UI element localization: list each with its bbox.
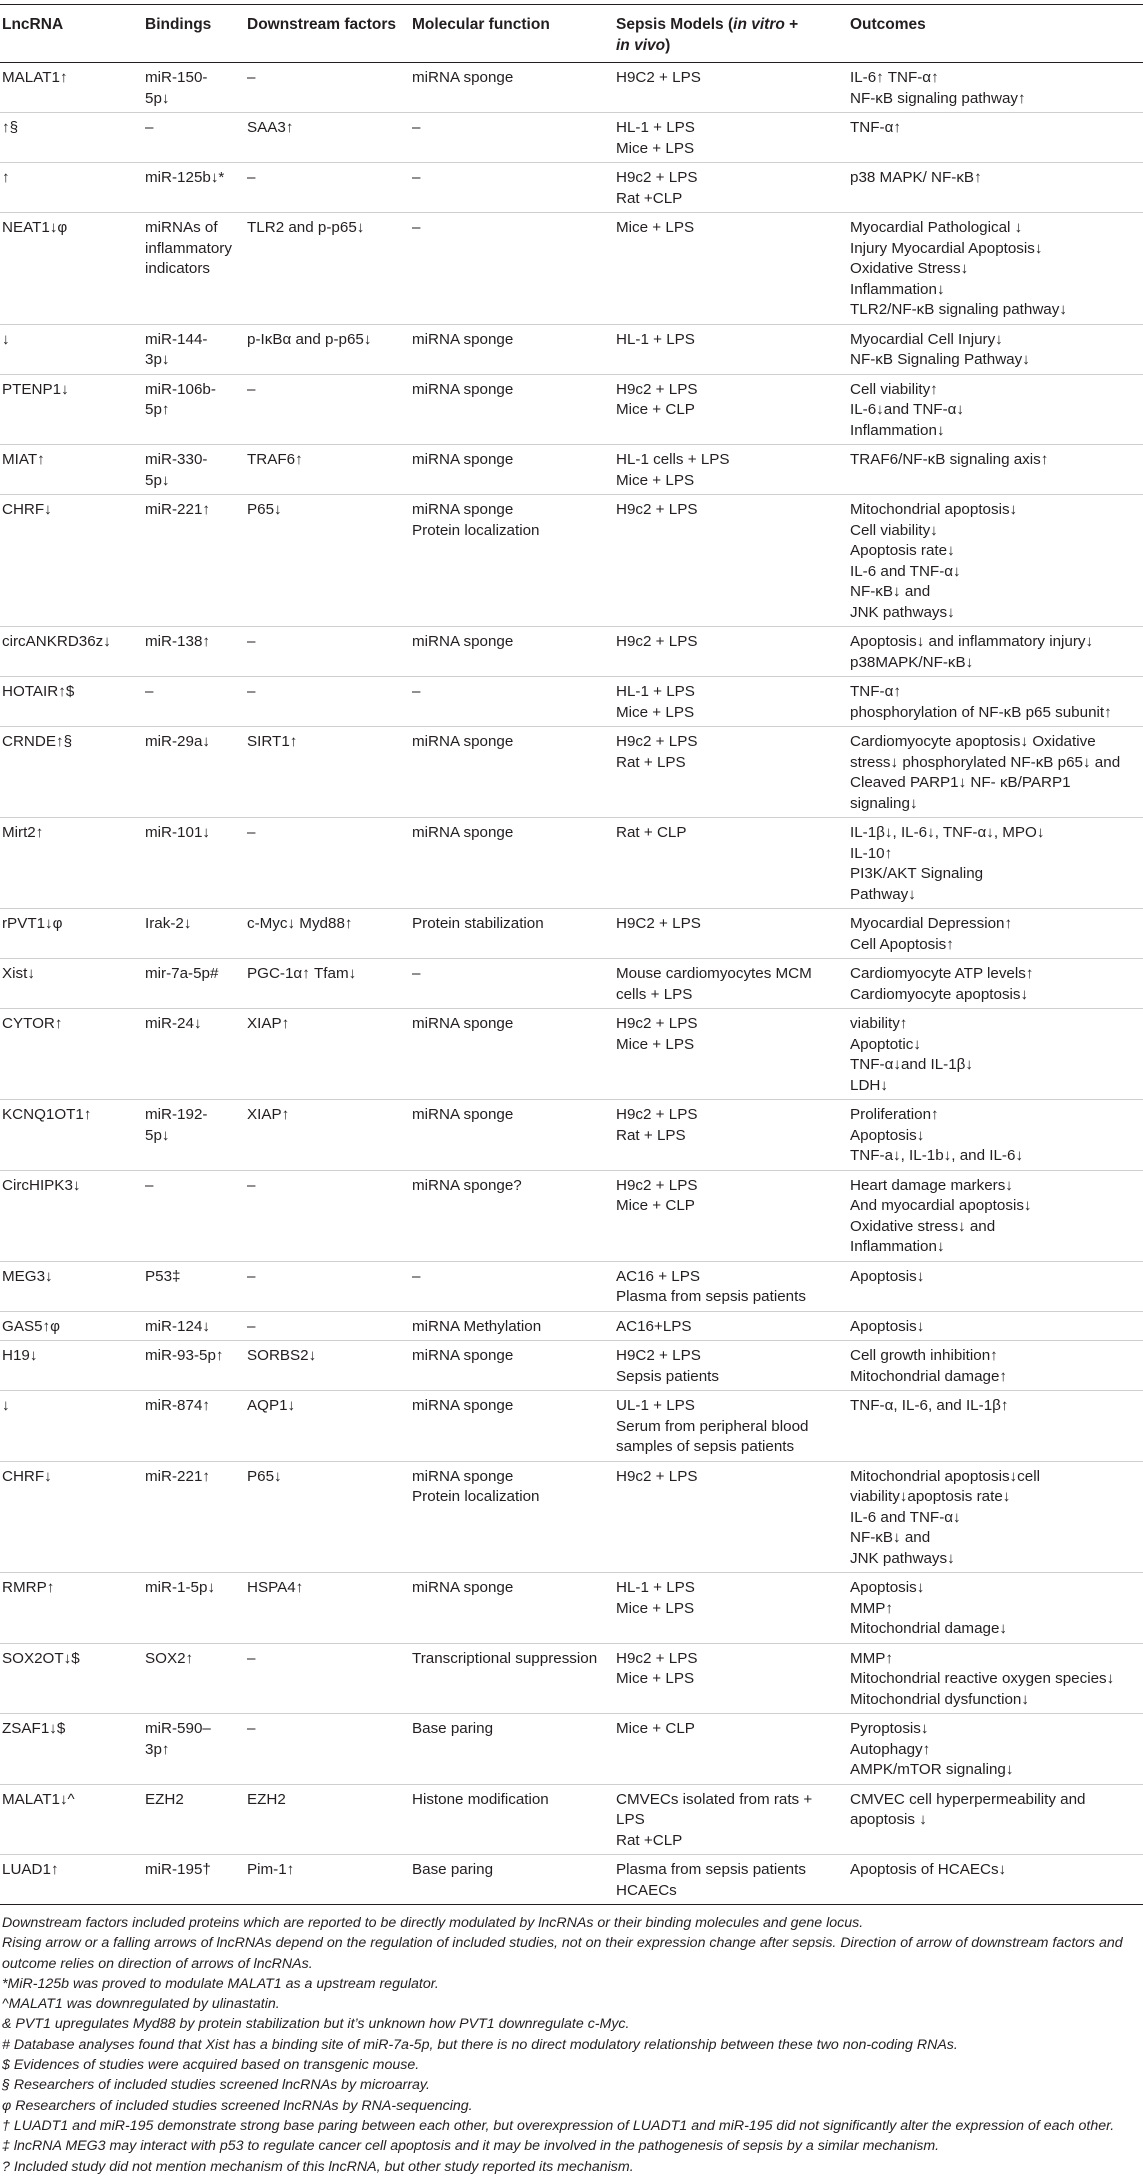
cell-models: H9c2 + LPS <box>616 495 850 627</box>
cell-function: miRNA sponge <box>412 627 616 677</box>
footnote: Rising arrow or a falling arrows of lncRNAs depend on the regulation of included studies, not on their expression change after sepsis. Direction of arrow of downstream factors and outcome relies on direction of arrows of lncRNAs. <box>2 1935 1123 1972</box>
footnote: # Database analyses found that Xist has a binding site of miR-7a-5p, but there is no direct modulatory relationship between these two non-coding RNAs. <box>2 2036 958 2053</box>
cell-downstream: EZH2 <box>247 1784 412 1855</box>
cell-function: – <box>412 1261 616 1311</box>
cell-function: miRNA sponge <box>412 727 616 818</box>
table-row <box>0 1461 1143 1573</box>
cell-bindings: miR-24↓ <box>145 1009 247 1100</box>
cell-models: H9c2 + LPS Mice + LPS <box>616 1643 850 1714</box>
lncrna-table-document <box>0 4 1143 2177</box>
cell-models: H9c2 + LPS Rat + LPS <box>616 727 850 818</box>
cell-downstream: AQP1↓ <box>247 1391 412 1462</box>
cell-lncrna: MEG3↓ <box>0 1261 145 1311</box>
cell-models: Mice + LPS <box>616 213 850 325</box>
table-row <box>0 909 1143 959</box>
cell-outcomes: Proliferation↑ Apoptosis↓ TNF-a↓, IL-1b↓, and IL-6↓ <box>850 1100 1143 1171</box>
cell-lncrna: NEAT1↓φ <box>0 213 145 325</box>
cell-downstream: – <box>247 1643 412 1714</box>
cell-outcomes: Myocardial Pathological ↓ Injury Myocardial Apoptosis↓ Oxidative Stress↓ Inflammation↓ TLR2/NF-κB signaling pathway↓ <box>850 213 1143 325</box>
footnote: ^MALAT1 was downregulated by ulinastatin. <box>2 1996 280 2013</box>
cell-models: AC16+LPS <box>616 1311 850 1341</box>
table-row <box>0 63 1143 113</box>
cell-bindings: miR-1-5p↓ <box>145 1573 247 1644</box>
table-row <box>0 727 1143 818</box>
cell-downstream: P65↓ <box>247 1461 412 1573</box>
cell-outcomes: TNF-α, IL-6, and IL-1β↑ <box>850 1391 1143 1462</box>
cell-lncrna: PTENP1↓ <box>0 374 145 445</box>
table-row <box>0 163 1143 213</box>
cell-models: HL-1 cells + LPS Mice + LPS <box>616 445 850 495</box>
cell-models: H9C2 + LPS <box>616 63 850 113</box>
cell-downstream: SIRT1↑ <box>247 727 412 818</box>
table-row <box>0 113 1143 163</box>
table-row <box>0 959 1143 1009</box>
cell-function: miRNA sponge <box>412 1573 616 1644</box>
cell-function: miRNA sponge <box>412 324 616 374</box>
cell-outcomes: MMP↑ Mitochondrial reactive oxygen species↓ Mitochondrial dysfunction↓ <box>850 1643 1143 1714</box>
cell-downstream: – <box>247 677 412 727</box>
header-outcomes: Outcomes <box>850 5 1143 63</box>
cell-downstream: – <box>247 374 412 445</box>
table-row <box>0 324 1143 374</box>
cell-lncrna: LUAD1↑ <box>0 1855 145 1905</box>
cell-downstream: Pim-1↑ <box>247 1855 412 1905</box>
cell-downstream: P65↓ <box>247 495 412 627</box>
cell-downstream: – <box>247 63 412 113</box>
table-row <box>0 374 1143 445</box>
cell-downstream: – <box>247 1261 412 1311</box>
cell-function: – <box>412 113 616 163</box>
cell-bindings: – <box>145 1170 247 1261</box>
cell-lncrna: ↓ <box>0 1391 145 1462</box>
footnote: & PVT1 upregulates Myd88 by protein stabilization but it’s unknown how PVT1 downregulate c-Myc. <box>2 2016 630 2033</box>
cell-models: H9c2 + LPS Mice + LPS <box>616 1009 850 1100</box>
cell-lncrna: CircHIPK3↓ <box>0 1170 145 1261</box>
footnote: φ Researchers of included studies screened lncRNAs by RNA-sequencing. <box>2 2097 473 2114</box>
footnote: ‡ lncRNA MEG3 may interact with p53 to regulate cancer cell apoptosis and it may be involved in the pathogenesis of sepsis by a similar mechanism. <box>2 2138 940 2155</box>
cell-bindings: miR-29a↓ <box>145 727 247 818</box>
cell-function: miRNA sponge Protein localization <box>412 1461 616 1573</box>
cell-outcomes: Mitochondrial apoptosis↓ Cell viability↓ Apoptosis rate↓ IL-6 and TNF-α↓ NF-κB↓ and JNK pathways↓ <box>850 495 1143 627</box>
table-row <box>0 1855 1143 1905</box>
lncrna-table <box>0 4 1143 1905</box>
cell-bindings: miR-124↓ <box>145 1311 247 1341</box>
cell-models: HL-1 + LPS <box>616 324 850 374</box>
cell-function: Base paring <box>412 1855 616 1905</box>
table-row <box>0 1341 1143 1391</box>
cell-outcomes: Apoptosis↓ <box>850 1311 1143 1341</box>
cell-bindings: miR-330- 5p↓ <box>145 445 247 495</box>
cell-function: miRNA sponge <box>412 63 616 113</box>
cell-bindings: miR-221↑ <box>145 1461 247 1573</box>
table-row <box>0 627 1143 677</box>
header-sepsis-models <box>616 5 850 63</box>
table-row <box>0 1391 1143 1462</box>
cell-downstream: XIAP↑ <box>247 1100 412 1171</box>
cell-lncrna: GAS5↑φ <box>0 1311 145 1341</box>
table-row <box>0 1573 1143 1644</box>
cell-models: UL-1 + LPS Serum from peripheral blood samples of sepsis patients <box>616 1391 850 1462</box>
header-sepsis-models-italic2: in vivo <box>616 36 666 54</box>
cell-function: miRNA sponge <box>412 1391 616 1462</box>
cell-function: miRNA sponge <box>412 1341 616 1391</box>
table-row <box>0 213 1143 325</box>
cell-function: Transcriptional suppression <box>412 1643 616 1714</box>
cell-models: HL-1 + LPS Mice + LPS <box>616 1573 850 1644</box>
cell-function: miRNA sponge <box>412 445 616 495</box>
header-lncrna: LncRNA <box>0 5 145 63</box>
cell-bindings: – <box>145 677 247 727</box>
cell-downstream: TLR2 and p-p65↓ <box>247 213 412 325</box>
cell-downstream: – <box>247 818 412 909</box>
cell-downstream: – <box>247 627 412 677</box>
cell-outcomes: p38 MAPK/ NF-κB↑ <box>850 163 1143 213</box>
cell-bindings: miR-106b- 5p↑ <box>145 374 247 445</box>
cell-outcomes: TRAF6/NF-κB signaling axis↑ <box>850 445 1143 495</box>
table-row <box>0 677 1143 727</box>
cell-outcomes: Cardiomyocyte ATP levels↑ Cardiomyocyte apoptosis↓ <box>850 959 1143 1009</box>
table-row <box>0 495 1143 627</box>
cell-outcomes: TNF-α↑ phosphorylation of NF-κB p65 subunit↑ <box>850 677 1143 727</box>
cell-models: H9c2 + LPS <box>616 1461 850 1573</box>
footnote: $ Evidences of studies were acquired based on transgenic mouse. <box>2 2057 420 2074</box>
header-row <box>0 5 1143 63</box>
cell-function: miRNA sponge? <box>412 1170 616 1261</box>
cell-function: Base paring <box>412 1714 616 1785</box>
cell-downstream: – <box>247 1311 412 1341</box>
cell-models: H9C2 + LPS <box>616 909 850 959</box>
header-sepsis-models-suffix: + <box>789 16 799 33</box>
cell-outcomes: CMVEC cell hyperpermeability and apoptosis ↓ <box>850 1784 1143 1855</box>
cell-function: Protein stabilization <box>412 909 616 959</box>
cell-function: miRNA sponge <box>412 374 616 445</box>
cell-lncrna: Mirt2↑ <box>0 818 145 909</box>
cell-outcomes: TNF-α↑ <box>850 113 1143 163</box>
cell-downstream: XIAP↑ <box>247 1009 412 1100</box>
cell-bindings: miR-150- 5p↓ <box>145 63 247 113</box>
header-downstream-factors: Downstream factors <box>247 5 412 63</box>
cell-outcomes: Cardiomyocyte apoptosis↓ Oxidative stress↓ phosphorylated NF-κB p65↓ and Cleaved PARP1↓ NF- κB/PARP1 signaling↓ <box>850 727 1143 818</box>
cell-downstream: – <box>247 1714 412 1785</box>
cell-bindings: miR-144- 3p↓ <box>145 324 247 374</box>
cell-lncrna: KCNQ1OT1↑ <box>0 1100 145 1171</box>
cell-lncrna: MALAT1↑ <box>0 63 145 113</box>
cell-models: HL-1 + LPS Mice + LPS <box>616 113 850 163</box>
footnote: *MiR-125b was proved to modulate MALAT1 as a upstream regulator. <box>2 1975 439 1992</box>
cell-lncrna: ↓ <box>0 324 145 374</box>
cell-outcomes: Cell growth inhibition↑ Mitochondrial damage↑ <box>850 1341 1143 1391</box>
cell-bindings: – <box>145 113 247 163</box>
cell-models: AC16 + LPS Plasma from sepsis patients <box>616 1261 850 1311</box>
cell-function: – <box>412 213 616 325</box>
cell-lncrna: CYTOR↑ <box>0 1009 145 1100</box>
table-row <box>0 1311 1143 1341</box>
cell-downstream: p-IκBα and p-p65↓ <box>247 324 412 374</box>
footnote: Downstream factors included proteins which are reported to be directly modulated by lncRNAs or their binding molecules and gene locus. <box>2 1915 864 1931</box>
table-row <box>0 818 1143 909</box>
cell-function: – <box>412 677 616 727</box>
cell-bindings: miR-93-5p↑ <box>145 1341 247 1391</box>
cell-lncrna: ↑§ <box>0 113 145 163</box>
cell-lncrna: CHRF↓ <box>0 1461 145 1573</box>
cell-outcomes: Apoptosis↓ and inflammatory injury↓ p38MAPK/NF-κB↓ <box>850 627 1143 677</box>
header-sepsis-models-label: Sepsis Models ( <box>616 16 734 33</box>
table-row <box>0 1009 1143 1100</box>
table-row <box>0 1170 1143 1261</box>
cell-downstream: SORBS2↓ <box>247 1341 412 1391</box>
cell-models: H9c2 + LPS <box>616 627 850 677</box>
cell-models: H9c2 + LPS Rat +CLP <box>616 163 850 213</box>
cell-function: – <box>412 163 616 213</box>
cell-models: H9c2 + LPS Mice + CLP <box>616 1170 850 1261</box>
table-row <box>0 1784 1143 1855</box>
cell-lncrna: ↑ <box>0 163 145 213</box>
cell-outcomes: IL-6↑ TNF-α↑ NF-κB signaling pathway↑ <box>850 63 1143 113</box>
cell-downstream: HSPA4↑ <box>247 1573 412 1644</box>
cell-models: Mouse cardiomyocytes MCM cells + LPS <box>616 959 850 1009</box>
cell-function: miRNA sponge <box>412 1009 616 1100</box>
header-sepsis-models-italic: in vitro <box>733 16 785 33</box>
header-sepsis-models-suffix2: ) <box>665 36 671 54</box>
cell-function: miRNA Methylation <box>412 1311 616 1341</box>
cell-outcomes: viability↑ Apoptotic↓ TNF-α↓and IL-1β↓ LDH↓ <box>850 1009 1143 1100</box>
cell-models: H9c2 + LPS Mice + CLP <box>616 374 850 445</box>
cell-outcomes: Mitochondrial apoptosis↓cell viability↓apoptosis rate↓ IL-6 and TNF-α↓ NF-κB↓ and JNK pathways↓ <box>850 1461 1143 1573</box>
cell-outcomes: IL-1β↓, IL-6↓, TNF-α↓, MPO↓ IL-10↑ PI3K/AKT Signaling Pathway↓ <box>850 818 1143 909</box>
cell-downstream: – <box>247 1170 412 1261</box>
table-row <box>0 1100 1143 1171</box>
table-body <box>0 63 1143 1905</box>
cell-downstream: TRAF6↑ <box>247 445 412 495</box>
cell-outcomes: Myocardial Depression↑ Cell Apoptosis↑ <box>850 909 1143 959</box>
cell-models: Plasma from sepsis patients HCAECs <box>616 1855 850 1905</box>
footnote: ? Included study did not mention mechanism of this lncRNA, but other study reported its mechanism. <box>2 2158 634 2175</box>
cell-bindings: EZH2 <box>145 1784 247 1855</box>
cell-bindings: miR-221↑ <box>145 495 247 627</box>
cell-lncrna: MALAT1↓^ <box>0 1784 145 1855</box>
cell-bindings: mir-7a-5p# <box>145 959 247 1009</box>
cell-outcomes: Apoptosis↓ MMP↑ Mitochondrial damage↓ <box>850 1573 1143 1644</box>
cell-downstream: PGC-1α↑ Tfam↓ <box>247 959 412 1009</box>
table-footnotes <box>0 1905 1143 2177</box>
cell-models: Mice + CLP <box>616 1714 850 1785</box>
cell-bindings: miR-101↓ <box>145 818 247 909</box>
cell-lncrna: circANKRD36z↓ <box>0 627 145 677</box>
cell-outcomes: Pyroptosis↓ Autophagy↑ AMPK/mTOR signaling↓ <box>850 1714 1143 1785</box>
cell-lncrna: H19↓ <box>0 1341 145 1391</box>
cell-bindings: SOX2↑ <box>145 1643 247 1714</box>
cell-lncrna: ZSAF1↓$ <box>0 1714 145 1785</box>
cell-lncrna: SOX2OT↓$ <box>0 1643 145 1714</box>
cell-outcomes: Apoptosis of HCAECs↓ <box>850 1855 1143 1905</box>
cell-lncrna: MIAT↑ <box>0 445 145 495</box>
cell-outcomes: Cell viability↑ IL-6↓and TNF-α↓ Inflammation↓ <box>850 374 1143 445</box>
footnote: § Researchers of included studies screened lncRNAs by microarray. <box>2 2077 430 2094</box>
cell-bindings: miRNAs of inflammatory indicators <box>145 213 247 325</box>
header-bindings: Bindings <box>145 5 247 63</box>
cell-function: miRNA sponge Protein localization <box>412 495 616 627</box>
cell-bindings: miR-874↑ <box>145 1391 247 1462</box>
cell-models: CMVECs isolated from rats + LPS Rat +CLP <box>616 1784 850 1855</box>
cell-function: miRNA sponge <box>412 1100 616 1171</box>
table-row <box>0 1714 1143 1785</box>
cell-bindings: miR-125b↓* <box>145 163 247 213</box>
footnote: † LUADT1 and miR-195 demonstrate strong base paring between each other, but overexpression of LUADT1 and miR-195 did not significantly alter the expression of each other. <box>2 2117 1115 2134</box>
header-molecular-function: Molecular function <box>412 5 616 63</box>
cell-lncrna: HOTAIR↑$ <box>0 677 145 727</box>
cell-bindings: miR-138↑ <box>145 627 247 677</box>
cell-models: Rat + CLP <box>616 818 850 909</box>
cell-outcomes: Apoptosis↓ <box>850 1261 1143 1311</box>
cell-downstream: SAA3↑ <box>247 113 412 163</box>
cell-bindings: miR-195† <box>145 1855 247 1905</box>
cell-function: miRNA sponge <box>412 818 616 909</box>
cell-bindings: Irak-2↓ <box>145 909 247 959</box>
cell-outcomes: Heart damage markers↓ And myocardial apoptosis↓ Oxidative stress↓ and Inflammation↓ <box>850 1170 1143 1261</box>
cell-function: Histone modification <box>412 1784 616 1855</box>
cell-models: HL-1 + LPS Mice + LPS <box>616 677 850 727</box>
table-row <box>0 1261 1143 1311</box>
cell-bindings: miR-590– 3p↑ <box>145 1714 247 1785</box>
cell-outcomes: Myocardial Cell Injury↓ NF-κB Signaling Pathway↓ <box>850 324 1143 374</box>
cell-lncrna: CRNDE↑§ <box>0 727 145 818</box>
cell-downstream: c-Myc↓ Myd88↑ <box>247 909 412 959</box>
table-row <box>0 1643 1143 1714</box>
cell-models: H9c2 + LPS Rat + LPS <box>616 1100 850 1171</box>
cell-downstream: – <box>247 163 412 213</box>
cell-lncrna: CHRF↓ <box>0 495 145 627</box>
table-row <box>0 445 1143 495</box>
cell-lncrna: RMRP↑ <box>0 1573 145 1644</box>
cell-bindings: P53‡ <box>145 1261 247 1311</box>
cell-lncrna: rPVT1↓φ <box>0 909 145 959</box>
cell-lncrna: Xist↓ <box>0 959 145 1009</box>
cell-function: – <box>412 959 616 1009</box>
cell-models: H9C2 + LPS Sepsis patients <box>616 1341 850 1391</box>
cell-bindings: miR-192- 5p↓ <box>145 1100 247 1171</box>
